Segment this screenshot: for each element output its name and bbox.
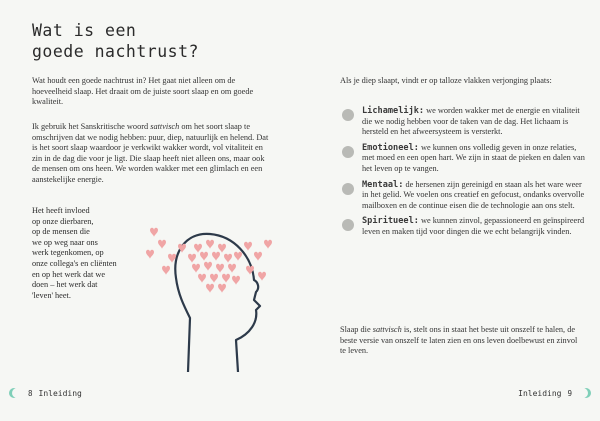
crescent-moon-icon xyxy=(578,388,588,398)
p3-line: we op weg naar ons xyxy=(32,237,98,247)
p3-line: doen – het werk dat xyxy=(32,280,98,290)
paragraph-2 xyxy=(32,122,272,186)
footer-right xyxy=(518,388,588,398)
footer-label-left: Inleiding xyxy=(38,388,82,398)
bullet-text: de hersenen zijn gereinigd en staan als het ware weer in het gelid. We voelen ons creatief en gefocust, ondanks overvolle mailboxen en de continue eisen die de technologie aan ons stelt. xyxy=(362,179,585,210)
footer-label-right: Inleiding xyxy=(518,388,562,398)
bullet-dot xyxy=(342,183,354,195)
page-number-right: 9 xyxy=(567,388,572,398)
bullet-emotional xyxy=(340,143,585,175)
p3-line: 'leven' heet. xyxy=(32,290,71,300)
right-page xyxy=(300,0,600,421)
intro-paragraph: Als je diep slaapt, vindt er op talloze vlakken verjonging plaats: xyxy=(340,76,552,85)
hearts-cluster xyxy=(146,228,272,293)
footer-left xyxy=(12,388,82,398)
bullet-text: we kunnen zinvol, gepassioneerd en geïnspireerd leven en maken tijd voor dingen die we echt belangrijk vinden. xyxy=(362,216,585,236)
closing-text-b: is, stelt ons in staat het beste uit onszelf te halen, de beste versie van onszelf te laten zien en ons leven doelbewust en zinvol te leven. xyxy=(340,325,578,356)
title-line-1: Wat is een xyxy=(32,21,137,40)
bullet-text: we worden wakker met de energie en vitaliteit die we nodig hebben voor de taken van de dag. Het lichaam is hersteld en het afweersysteem is versterkt. xyxy=(362,106,580,137)
p3-line: op onze dierbaren, xyxy=(32,216,94,226)
p3-line: Het heeft invloed xyxy=(32,206,90,215)
head-hearts-illustration xyxy=(128,222,278,372)
closing-text-a: Slaap die xyxy=(340,325,373,334)
page-title xyxy=(32,20,199,62)
p3-line: onze collega's en cliënten xyxy=(32,258,117,268)
paragraph-2-text-a: Ik gebruik het Sanskritische woord xyxy=(32,122,151,131)
p3-line: en op het werk dat we xyxy=(32,269,106,279)
sattvisch-term: sattvisch xyxy=(372,325,402,334)
bullet-dot xyxy=(342,219,354,231)
bullet-physical xyxy=(340,106,585,138)
rejuvenation-list xyxy=(340,106,585,243)
bullet-dot xyxy=(342,146,354,158)
bullet-term: Spiritueel: xyxy=(362,216,419,227)
crescent-moon-icon xyxy=(12,388,22,398)
page-number-left: 8 xyxy=(28,388,33,398)
bullet-mental xyxy=(340,180,585,212)
closing-paragraph xyxy=(340,325,580,357)
bullet-spiritual xyxy=(340,216,585,237)
p3-line: op de mensen die xyxy=(32,227,90,237)
sattvisch-term: sattvisch xyxy=(150,122,180,131)
bullet-term: Lichamelijk: xyxy=(362,106,425,116)
bullet-dot xyxy=(342,109,354,121)
text-fade xyxy=(30,190,280,202)
paragraph-3 xyxy=(32,206,140,301)
paragraph-2-text-b: om het soort slaap te omschrijven dat we nodig hebben: puur, diep, natuurlijk en helend. Dat is het soort slaap waardoor je verkwikt wakker wordt, vol vitaliteit en zin in de dag die voor je ligt. Die slaap heeft niet alleen ons, maar ook de mensen om ons heen. We worden wakker met een glimlach en een aanstekelijke energie. xyxy=(32,122,269,184)
title-line-2: goede nachtrust? xyxy=(32,42,199,61)
bullet-text: we kunnen ons volledig geven in onze relaties, met moed en een open hart. We zijn in staat de pieken en dalen van het leven op te vangen. xyxy=(362,142,585,173)
bullet-term: Emotioneel: xyxy=(362,142,419,153)
paragraph-1: Wat houdt een goede nachtrust in? Het gaat niet alleen om de hoeveelheid slaap. Het draait om de juiste soort slaap en om goede kwaliteit. xyxy=(32,76,254,107)
bullet-term: Mentaal: xyxy=(362,179,404,190)
p3-line: werk tegenkomen, op xyxy=(32,248,104,258)
